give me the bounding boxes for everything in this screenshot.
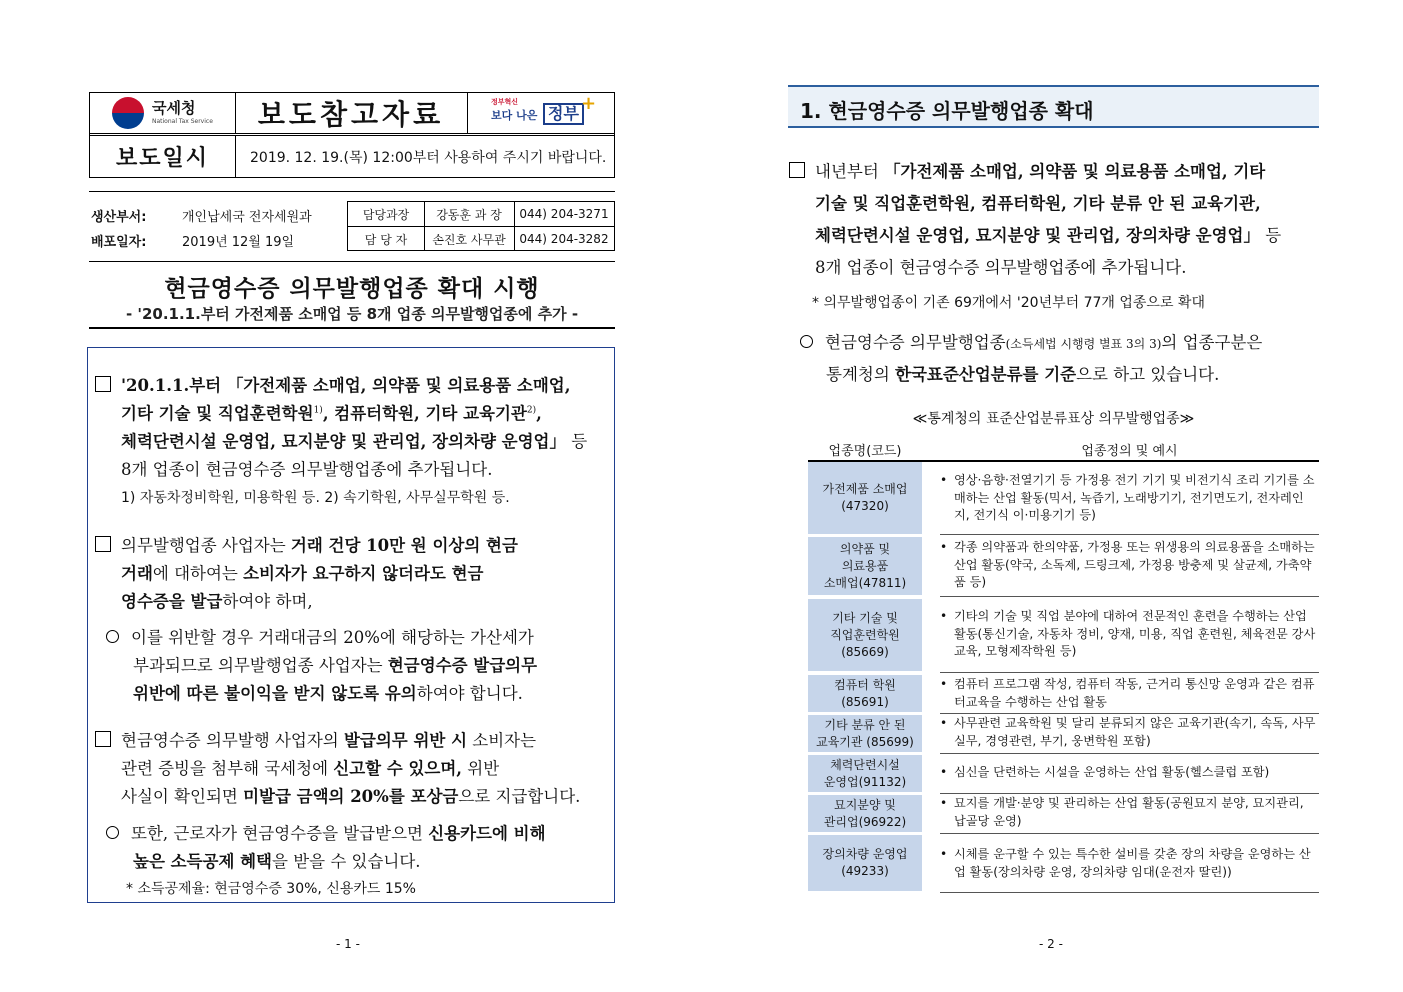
table-row-def: • 영상·음향·전열기기 등 가정용 전기 기기 및 비전기식 조리 기기를 소매하는 산업 활동(믹서, 녹즙기, 노래방기기, 전기면도기, 전자레인지, 전기식 이·미용기기 등)	[940, 473, 1315, 522]
date-value: 2019년 12월 19일	[182, 235, 295, 250]
contact-name: 강동훈 과 장	[424, 202, 515, 226]
circle-bullet-icon	[106, 826, 119, 839]
contact-name: 손진호 사무관	[424, 226, 515, 251]
box-line: 부과되므로 의무발행업종 사업자는 현금영수증 발급의무	[133, 656, 538, 675]
body-line: 체력단련시설 운영업, 묘지분양 및 관리업, 장의차량 운영업」 등	[815, 226, 1282, 245]
table-row-def: • 사무관련 교육학원 및 달리 분류되지 않은 교육기관(속기, 속독, 사무실무, 경영관련, 부기, 웅변학원 포함)	[940, 716, 1316, 748]
body-line: 기술 및 직업훈련학원, 컴퓨터학원, 기타 분류 안 된 교육기관,	[815, 194, 1261, 213]
divider	[89, 261, 615, 262]
table-header: 업종정의 및 예시	[1081, 444, 1178, 459]
contact-role: 담당과장	[348, 202, 425, 226]
doc-type: 보도참고자료	[235, 93, 468, 133]
contact-phone: 044) 204-3282	[514, 226, 614, 251]
agency-name: 국세청	[152, 99, 196, 117]
table-caption: ≪통계청의 표준산업분류표상 의무발행업종≫	[912, 411, 1195, 427]
checkbox-icon	[95, 536, 111, 552]
table-row-name: 컴퓨터 학원 (85691)	[808, 675, 922, 712]
body-line: 8개 업종이 현금영수증 의무발행업종에 추가됩니다.	[815, 258, 1187, 277]
box-line: 8개 업종이 현금영수증 의무발행업종에 추가됩니다.	[121, 460, 493, 479]
box-line: 거래에 대하여는 소비자가 요구하지 않더라도 현금	[121, 564, 484, 583]
table-row-name: 기타 기술 및 직업훈련학원 (85669)	[808, 599, 922, 671]
box-line: 의무발행업종 사업자는 거래 건당 10만 원 이상의 현금	[95, 532, 518, 556]
box-line: 기타 기술 및 직업훈련학원$^{1)}$, 컴퓨터학원, 기타 교육기관$^{2)}$,	[121, 404, 542, 423]
table-row-def: • 시체를 운구할 수 있는 특수한 설비를 갖춘 장의 차량을 운영하는 산업 활동(장의차량 운영, 장의차량 임대(운전자 딸린))	[940, 847, 1311, 879]
box-line: 현금영수증 의무발행 사업자의 발급의무 위반 시 소비자는	[95, 727, 536, 751]
box-line: 영수증을 발급하여야 하며,	[121, 592, 313, 611]
gov-plus-icon: +	[581, 93, 597, 114]
row-divider	[940, 672, 1319, 673]
release-row	[90, 136, 614, 177]
row-divider	[940, 793, 1319, 794]
box-line: 위반에 따른 불이익을 받지 않도록 유의하여야 합니다.	[133, 684, 523, 703]
section-title: 1. 현금영수증 의무발행업종 확대	[800, 99, 1094, 123]
table-row-name: 가전제품 소매업 (47320)	[808, 462, 922, 534]
agency-eng-name: National Tax Service	[152, 118, 213, 125]
gov-innovation-logo	[467, 93, 615, 133]
box-line: '20.1.1.부터 「가전제품 소매업, 의약품 및 의료용품 소매업,	[95, 372, 570, 396]
gov-logo-slogan: 보다 나은	[491, 109, 538, 122]
page-number: - 1 -	[336, 937, 360, 951]
table-row-name: 묘지분양 및 관리업(96922)	[808, 795, 922, 832]
gov-logo-tag: 정부혁신	[491, 98, 519, 106]
table-row-name: 기타 분류 안 된 교육기관 (85699)	[808, 715, 922, 752]
contact-table	[347, 201, 615, 251]
box-line: 관련 증빙을 첨부해 국세청에 신고할 수 있으며, 위반	[121, 759, 500, 778]
row-divider	[940, 713, 1319, 714]
checkbox-icon	[789, 162, 805, 178]
row-divider	[940, 892, 1319, 893]
row-divider	[940, 596, 1319, 597]
checkbox-icon	[95, 376, 111, 392]
circle-bullet-icon	[800, 335, 813, 348]
body-line: 현금영수증 의무발행업종(소득세법 시행령 별표 3의 3)의 업종구분은	[800, 329, 1262, 353]
checkbox-icon	[95, 731, 111, 747]
contact-phone: 044) 204-3271	[519, 207, 609, 221]
table-row-name: 장의차량 운영업 (49233)	[808, 835, 922, 891]
row-divider	[940, 833, 1319, 834]
dept-label: 생산부서:	[91, 210, 147, 225]
table-row-def: • 컴퓨터 프로그램 작성, 컴퓨터 작동, 근거리 통신망 운영과 같은 컴퓨터교육을 수행하는 산업 활동	[940, 677, 1315, 709]
release-label: 보도일시	[90, 136, 236, 177]
page-subtitle: - '20.1.1.부터 가전제품 소매업 등 8개 업종 의무발행업종에 추가 -	[125, 305, 579, 323]
body-line: 통계청의 한국표준산업분류를 기준으로 하고 있습니다.	[826, 365, 1220, 384]
date-label: 배포일자:	[91, 235, 147, 250]
box-line: 체력단련시설 운영업, 묘지분양 및 관리업, 장의차량 운영업」 등	[121, 432, 588, 451]
taegeuk-emblem-icon	[112, 97, 144, 129]
table-row-def: • 심신을 단련하는 시설을 운영하는 산업 활동(헬스클럽 포함)	[940, 765, 1270, 779]
box-line: 사실이 확인되면 미발급 금액의 20%를 포상금으로 지급합니다.	[121, 787, 581, 806]
gov-logo-word: 정부	[543, 103, 584, 125]
nts-logo	[90, 93, 236, 133]
row-divider	[940, 534, 1319, 535]
table-row-def: • 각종 의약품과 한의약품, 가정용 또는 위생용의 의료용품을 소매하는 산업 활동(약국, 소독제, 드링크제, 가정용 방충제 및 살균제, 가축약품 등)	[940, 540, 1315, 589]
press-header	[89, 92, 615, 178]
box-line: 또한, 근로자가 현금영수증을 발급받으면 신용카드에 비해	[106, 820, 546, 844]
contact-role: 담 당 자	[348, 226, 425, 251]
divider	[89, 191, 615, 192]
body-line: 내년부터 「가전제품 소매업, 의약품 및 의료용품 소매업, 기타	[789, 158, 1265, 182]
release-text: 2019. 12. 19.(목) 12:00부터 사용하여 주시기 바랍니다.	[250, 150, 607, 166]
table-header: 업종명(코드)	[828, 444, 902, 459]
table-row-def: • 묘지를 개발·분양 및 관리하는 산업 활동(공원묘지 분양, 묘지관리, 납골당 운영)	[940, 796, 1304, 828]
footnote: 1) 자동차정비학원, 미용학원 등. 2) 속기학원, 사무실무학원 등.	[121, 490, 510, 506]
page-title: 현금영수증 의무발행업종 확대 시행	[164, 276, 540, 302]
footnote: * 의무발행업종이 기존 69개에서 '20년부터 77개 업종으로 확대	[812, 295, 1205, 311]
box-line: 높은 소득공제 혜택을 받을 수 있습니다.	[133, 852, 421, 871]
dept-value: 개인납세국 전자세원과	[182, 210, 312, 225]
row-divider	[940, 753, 1319, 754]
page-number: - 2 -	[1039, 937, 1063, 951]
circle-bullet-icon	[106, 630, 119, 643]
table-row-name: 체력단련시설 운영업(91132)	[808, 755, 922, 792]
table-row-name: 의약품 및 의료용품 소매업(47811)	[808, 537, 922, 595]
divider	[89, 327, 615, 329]
table-row-def: • 기타의 기술 및 직업 분야에 대하여 전문적인 훈련을 수행하는 산업 활동(통신기술, 자동차 정비, 양재, 미용, 직업 훈련원, 체육전문 강사교육, 모형제작학원 등)	[940, 609, 1316, 658]
footnote: * 소득공제율: 현금영수증 30%, 신용카드 15%	[126, 881, 416, 897]
header-top-row	[90, 93, 614, 136]
box-line: 이를 위반할 경우 거래대금의 20%에 해당하는 가산세가	[106, 624, 534, 648]
section-header	[788, 85, 1319, 128]
